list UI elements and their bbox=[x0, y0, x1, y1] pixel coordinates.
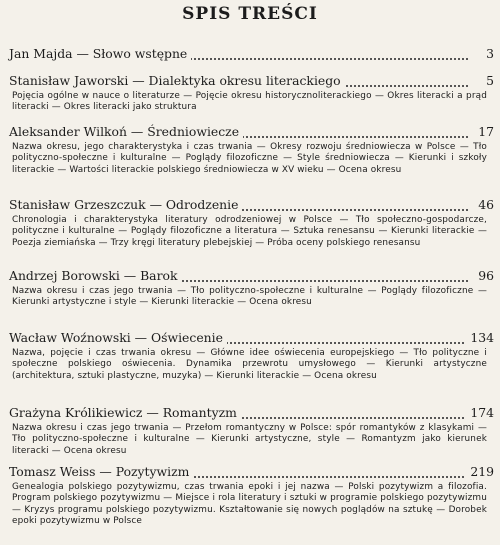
toc-entry-title: Aleksander Wilkoń — Średniowiecze bbox=[9, 124, 243, 139]
toc-entry-description: Nazwa, pojęcie i czas trwania okresu — Główne idee oświecenia europejskiego — Tło polityczne i społeczne polskiego oświecenia. Dynamika przewrotu umysłowego — Kierunki artystyczne (architektura, sztuki plastyczne, muzyka) — Kierunki literackie — Ocena okresu bbox=[12, 348, 487, 381]
toc-entry-page: 5 bbox=[470, 73, 494, 88]
toc-entry-page: 174 bbox=[466, 405, 494, 420]
toc-entry-title: Grażyna Królikiewicz — Romantyzm bbox=[9, 405, 241, 420]
toc-entry-heading-line bbox=[9, 46, 494, 64]
toc-entry-title: Stanisław Grzeszczuk — Odrodzenie bbox=[9, 197, 242, 212]
toc-entry-page: 3 bbox=[470, 46, 494, 61]
toc-entry bbox=[9, 124, 494, 176]
toc-entry-page: 46 bbox=[470, 197, 494, 212]
toc-entry-description: Nazwa okresu i czas jego trwania — Tło polityczno-społeczne i kulturalne — Poglądy filozoficzne — Kierunki artystyczne i style — Kierunki literackie — Ocena okresu bbox=[12, 286, 487, 308]
toc-entry bbox=[9, 330, 494, 382]
toc-entry-heading-line bbox=[9, 73, 494, 91]
toc-entry-title: Tomasz Weiss — Pozytywizm bbox=[9, 464, 193, 479]
toc-entry-heading-line bbox=[9, 330, 494, 348]
toc-entry-description: Nazwa okresu, jego charakterystyka i czas trwania — Okresy rozwoju średniowiecza w Polsce — Tło polityczno-społeczne i kulturalne — Poglądy filozoficzne — Style średniowiecza — Kierunki i szkoły literackie — Wartości literackie polskiego średniowiecza w XV wieku — Ocena okresu bbox=[12, 142, 487, 175]
page-title: SPIS TREŚCI bbox=[182, 4, 318, 24]
toc-entry-title: Stanisław Jaworski — Dialektyka okresu literackiego bbox=[9, 73, 345, 88]
toc-entry-description: Nazwa okresu i czas jego trwania — Przełom romantyczny w Polsce: spór romantyków z klasykami — Tło polityczno-społeczne i kulturalne — Kierunki artystyczne, style — Romantyzm jako kierunek literacki — Ocena okresu bbox=[12, 423, 487, 456]
toc-entry-heading-line bbox=[9, 405, 494, 423]
toc-entry-title: Jan Majda — Słowo wstępne bbox=[9, 46, 191, 61]
toc-entry-page: 134 bbox=[466, 330, 494, 345]
toc-entry-heading-line bbox=[9, 197, 494, 215]
toc-entry bbox=[9, 405, 494, 457]
toc-entry-heading-line bbox=[9, 464, 494, 482]
toc-entry-description: Genealogia polskiego pozytywizmu, czas trwania epoki i jej nazwa — Polski pozytywizm a filozofia. Program polskiego pozytywizmu — Miejsce i rola literatury i sztuki w programie polskiego pozytywizmu — Kryzys programu polskiego pozytywizmu. Kształtowanie się nowych poglądów na sztukę — Dorobek epoki pozytywizmu w Polsce bbox=[12, 482, 487, 526]
toc-entry-description: Pojęcia ogólne w nauce o literaturze — Pojęcie okresu historycznoliterackiego — Okres literacki a prąd literacki — Okres literacki jako struktura bbox=[12, 91, 487, 113]
toc-entry-heading-line bbox=[9, 124, 494, 142]
toc-entry-page: 17 bbox=[470, 124, 494, 139]
toc-entry bbox=[9, 46, 494, 64]
toc-entry-page: 96 bbox=[470, 268, 494, 283]
toc-entry-page: 219 bbox=[466, 464, 494, 479]
toc-entry-title: Wacław Woźnowski — Oświecenie bbox=[9, 330, 227, 345]
toc-entry bbox=[9, 73, 494, 114]
toc-entry-description: Chronologia i charakterystyka literatury odrodzeniowej w Polsce — Tło społeczno-gospodarcze, polityczne i kulturalne — Poglądy filozoficzne a literatura — Sztuka renesansu — Kierunki literackie — Poezja ziemiańska — Trzy kręgi literatury plebejskiej — Próba oceny polskiego renesansu bbox=[12, 215, 487, 248]
toc-entry bbox=[9, 268, 494, 309]
toc-entry bbox=[9, 197, 494, 249]
toc-entry-heading-line bbox=[9, 268, 494, 286]
toc-entry bbox=[9, 464, 494, 527]
toc-entry-title: Andrzej Borowski — Barok bbox=[9, 268, 181, 283]
